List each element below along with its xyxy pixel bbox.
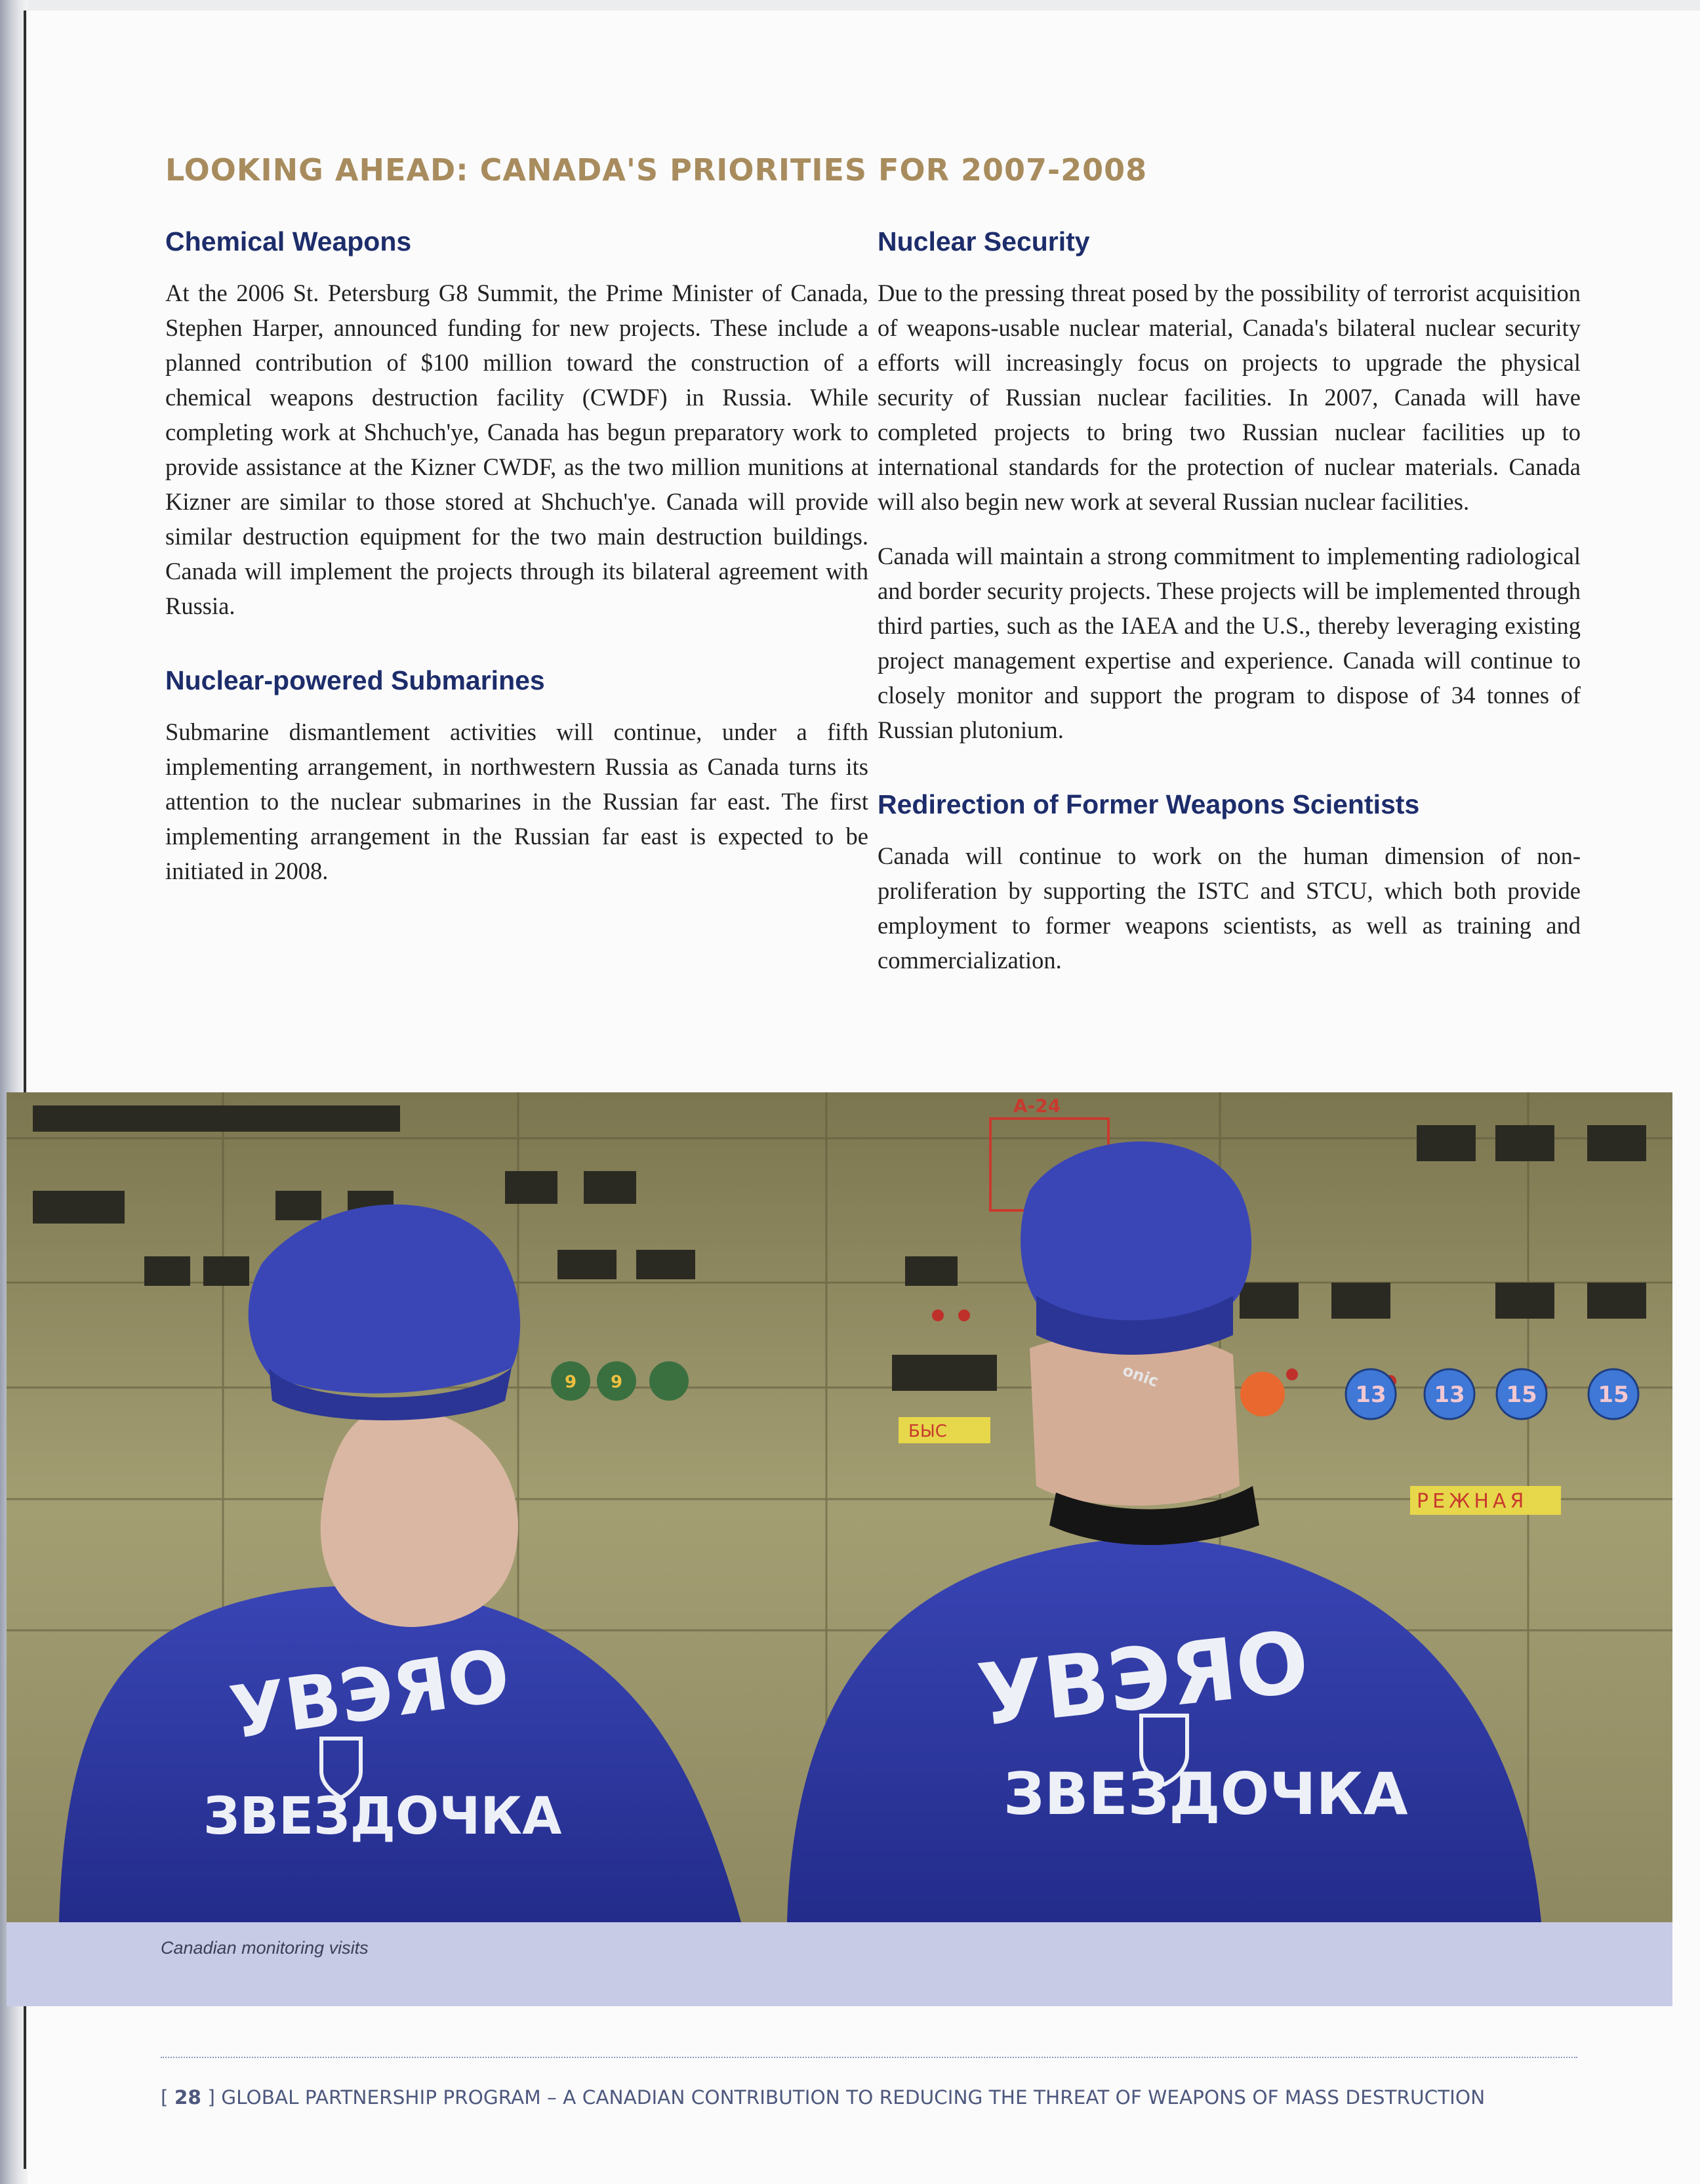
photo-caption: Canadian monitoring visits [161,1938,369,1958]
gauge-9a: 9 [564,1372,577,1392]
page-number-bracket-close: ] [201,2086,215,2109]
page-footer [161,2086,1623,2109]
right-jacket-text-top: УВЭЯО [973,1611,1314,1746]
section-title-redirection-scientists: Redirection of Former Weapons Scientists [878,789,1420,819]
panel-label-rezhnaya: РЕЖНАЯ [1417,1490,1528,1513]
footer-divider [161,2057,1577,2058]
section-title-chemical-weapons: Chemical Weapons [165,226,412,257]
panel-label-bys: БЫС [908,1422,947,1441]
right-worker-cap [1021,1142,1251,1322]
left-jacket-text-bottom: ЗВЕЗДОЧКА [203,1787,562,1846]
headset-label: onic [1120,1361,1162,1391]
right-jacket-text-bottom: ЗВЕЗДОЧКА [1003,1760,1408,1828]
right-worker-neck [1030,1334,1240,1506]
gauge-9b: 9 [610,1372,623,1392]
nuclear-security-paragraph-1: Due to the pressing threat posed by the possibility of terrorist acquisition of weapons-usable nuclear material, Canada's bilateral nuclear security efforts will increasingly focus on projects to upgrade the physical security of Russian nuclear facilities. In 2007, Canada will have completed projects to bring two Russian nuclear facilities up to international standards for the protection of nuclear materials. Canada will also begin new work at several Russian nuclear facilities. [878,279,1581,515]
right-column [878,226,1581,978]
panel-label-a24: A-24 [1013,1095,1061,1117]
gauge-13a: 13 [1355,1382,1386,1408]
left-jacket-text-top: УВЭЯО [225,1633,515,1756]
chemical-weapons-paragraph: At the 2006 St. Petersburg G8 Summit, the Prime Minister of Canada, Stephen Harper, announced funding for new projects. These include a planned contribution of $100 million toward the construction of a chemical weapons destruction facility (CWDF) in Russia. While completing work at Shchuch'ye, Canada has begun preparatory work to provide assistance at the Kizner CWDF, as the two million munitions at Kizner are similar to those stored at Shchuch'ye. Canada will provide similar destruction equipment for the two main destruction buildings. Canada will implement the projects through its bilateral agreement with Russia. [165,279,868,619]
nuclear-submarines-paragraph: Submarine dismantlement activities will continue, under a fifth implementing arrangement, in northwestern Russia as Canada turns its attention to the nuclear submarines in the Russian far east. The first implementing arrangement in the Russian far east is expected to be initiated in 2008. [165,718,868,884]
footer-title: GLOBAL PARTNERSHIP PROGRAM – A CANADIAN CONTRIBUTION TO REDUCING THE THREAT OF WEAPONS OF MASS DESTRUCTION [221,2086,1486,2109]
page-number-bracket-open: [ [161,2086,174,2109]
nuclear-security-paragraph-2: Canada will maintain a strong commitment to implementing radiological and border security projects. These projects will be implemented through third parties, such as the IAEA and the U.S., thereby leveraging existing project management expertise and experience. Canada will continue to closely monitor and support the program to dispose of 34 tonnes of Russian plutonium. [878,543,1581,743]
orange-gauge [1240,1372,1285,1416]
gauge-15a: 15 [1506,1382,1537,1408]
control-room-photo [7,1092,1672,1922]
gauge-15b: 15 [1598,1382,1629,1408]
gauge-13b: 13 [1434,1382,1465,1408]
page-heading: LOOKING AHEAD: CANADA'S PRIORITIES FOR 2007-2008 [165,152,1148,188]
photo-illustration [7,1092,1672,1922]
redirection-scientists-paragraph: Canada will continue to work on the human dimension of non-proliferation by supporting the ISTC and STCU, which both provide employment to former weapons scientists, as well as training and commercialization. [878,842,1581,974]
caption-band [7,1922,1672,2006]
section-title-nuclear-security: Nuclear Security [878,226,1090,257]
page-number: 28 [174,2086,201,2109]
section-title-nuclear-submarines: Nuclear-powered Submarines [165,665,545,695]
left-column [165,226,868,888]
